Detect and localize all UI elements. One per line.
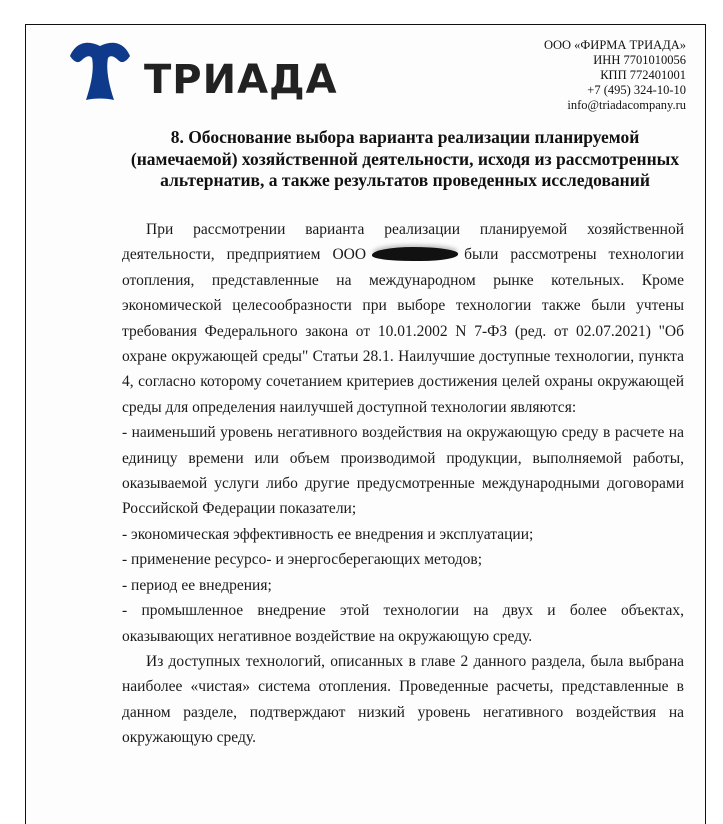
company-kpp: КПП 772401001 xyxy=(600,68,686,82)
company-name: ООО «ФИРМА ТРИАДА» xyxy=(543,38,686,52)
redacted-company-name xyxy=(372,247,458,261)
company-contact-block xyxy=(544,38,686,113)
criteria-item: - период ее внедрения; xyxy=(122,576,272,594)
triada-t-logo-icon xyxy=(66,38,134,106)
intro-paragraph xyxy=(122,217,684,420)
criteria-item: - промышленное внедрение этой технологии на двух и более объектах, оказывающих негативное воздействие на окружающую среду. xyxy=(122,602,684,645)
company-inn: ИНН 7701010056 xyxy=(593,53,686,67)
conclusion-paragraph: Из доступных технологий, описанных в главе 2 данного раздела, была выбрана наиболее «чистая» система отопления. Проведенные расчеты, представленные в данном разделе, подтверждают низкий уровень негативного воздействия на окружающую среду. xyxy=(122,652,684,747)
company-logo xyxy=(66,38,338,106)
criteria-item: - наименьший уровень негативного воздействия на окружающую среду в расчете на единицу времени или объем производимой продукции, выполняемой работы, оказываемой услуги либо другие предусмотренные международными договорами Российской Федерации показатели; xyxy=(122,424,684,518)
company-phone: +7 (495) 324-10-10 xyxy=(587,83,686,97)
criteria-item: - применение ресурсо- и энергосберегающих методов; xyxy=(122,551,483,569)
section-title xyxy=(110,127,700,192)
section-title-line: альтернатив, а также результатов проведенных исследований xyxy=(160,170,650,190)
intro-text-end: были рассмотрены технологии отопления, представленные на международном рынке котельных. Кроме экономической целесообразности при выборе технологии также были учтены требования Федерального закона от 10.01.2002 N 7-ФЗ (ред. от 02.07.2021) "Об охране окружающей среды" Статьи 28.1. Наилучшие доступные технологии, пункта 4, согласно которому сочетанием критериев достижения целей охраны окружающей среды для определения наилучшей доступной технологии являются: xyxy=(122,246,684,416)
intro-text-start: При рассмотрении варианта реализации планируемой хозяйственной деятельности, предприятием ООО xyxy=(122,221,684,264)
section-title-line: (намечаемой) хозяйственной деятельности, исходя из рассмотренных xyxy=(130,148,680,169)
company-email: info@triadacompany.ru xyxy=(567,98,686,112)
logo-wordmark: ТРИАДА xyxy=(144,57,338,103)
section-body xyxy=(122,217,684,751)
section-title-line: 8. Обоснование выбора варианта реализации планируемой xyxy=(170,127,640,147)
criteria-item: - экономическая эффективность ее внедрения и эксплуатации; xyxy=(122,525,534,543)
